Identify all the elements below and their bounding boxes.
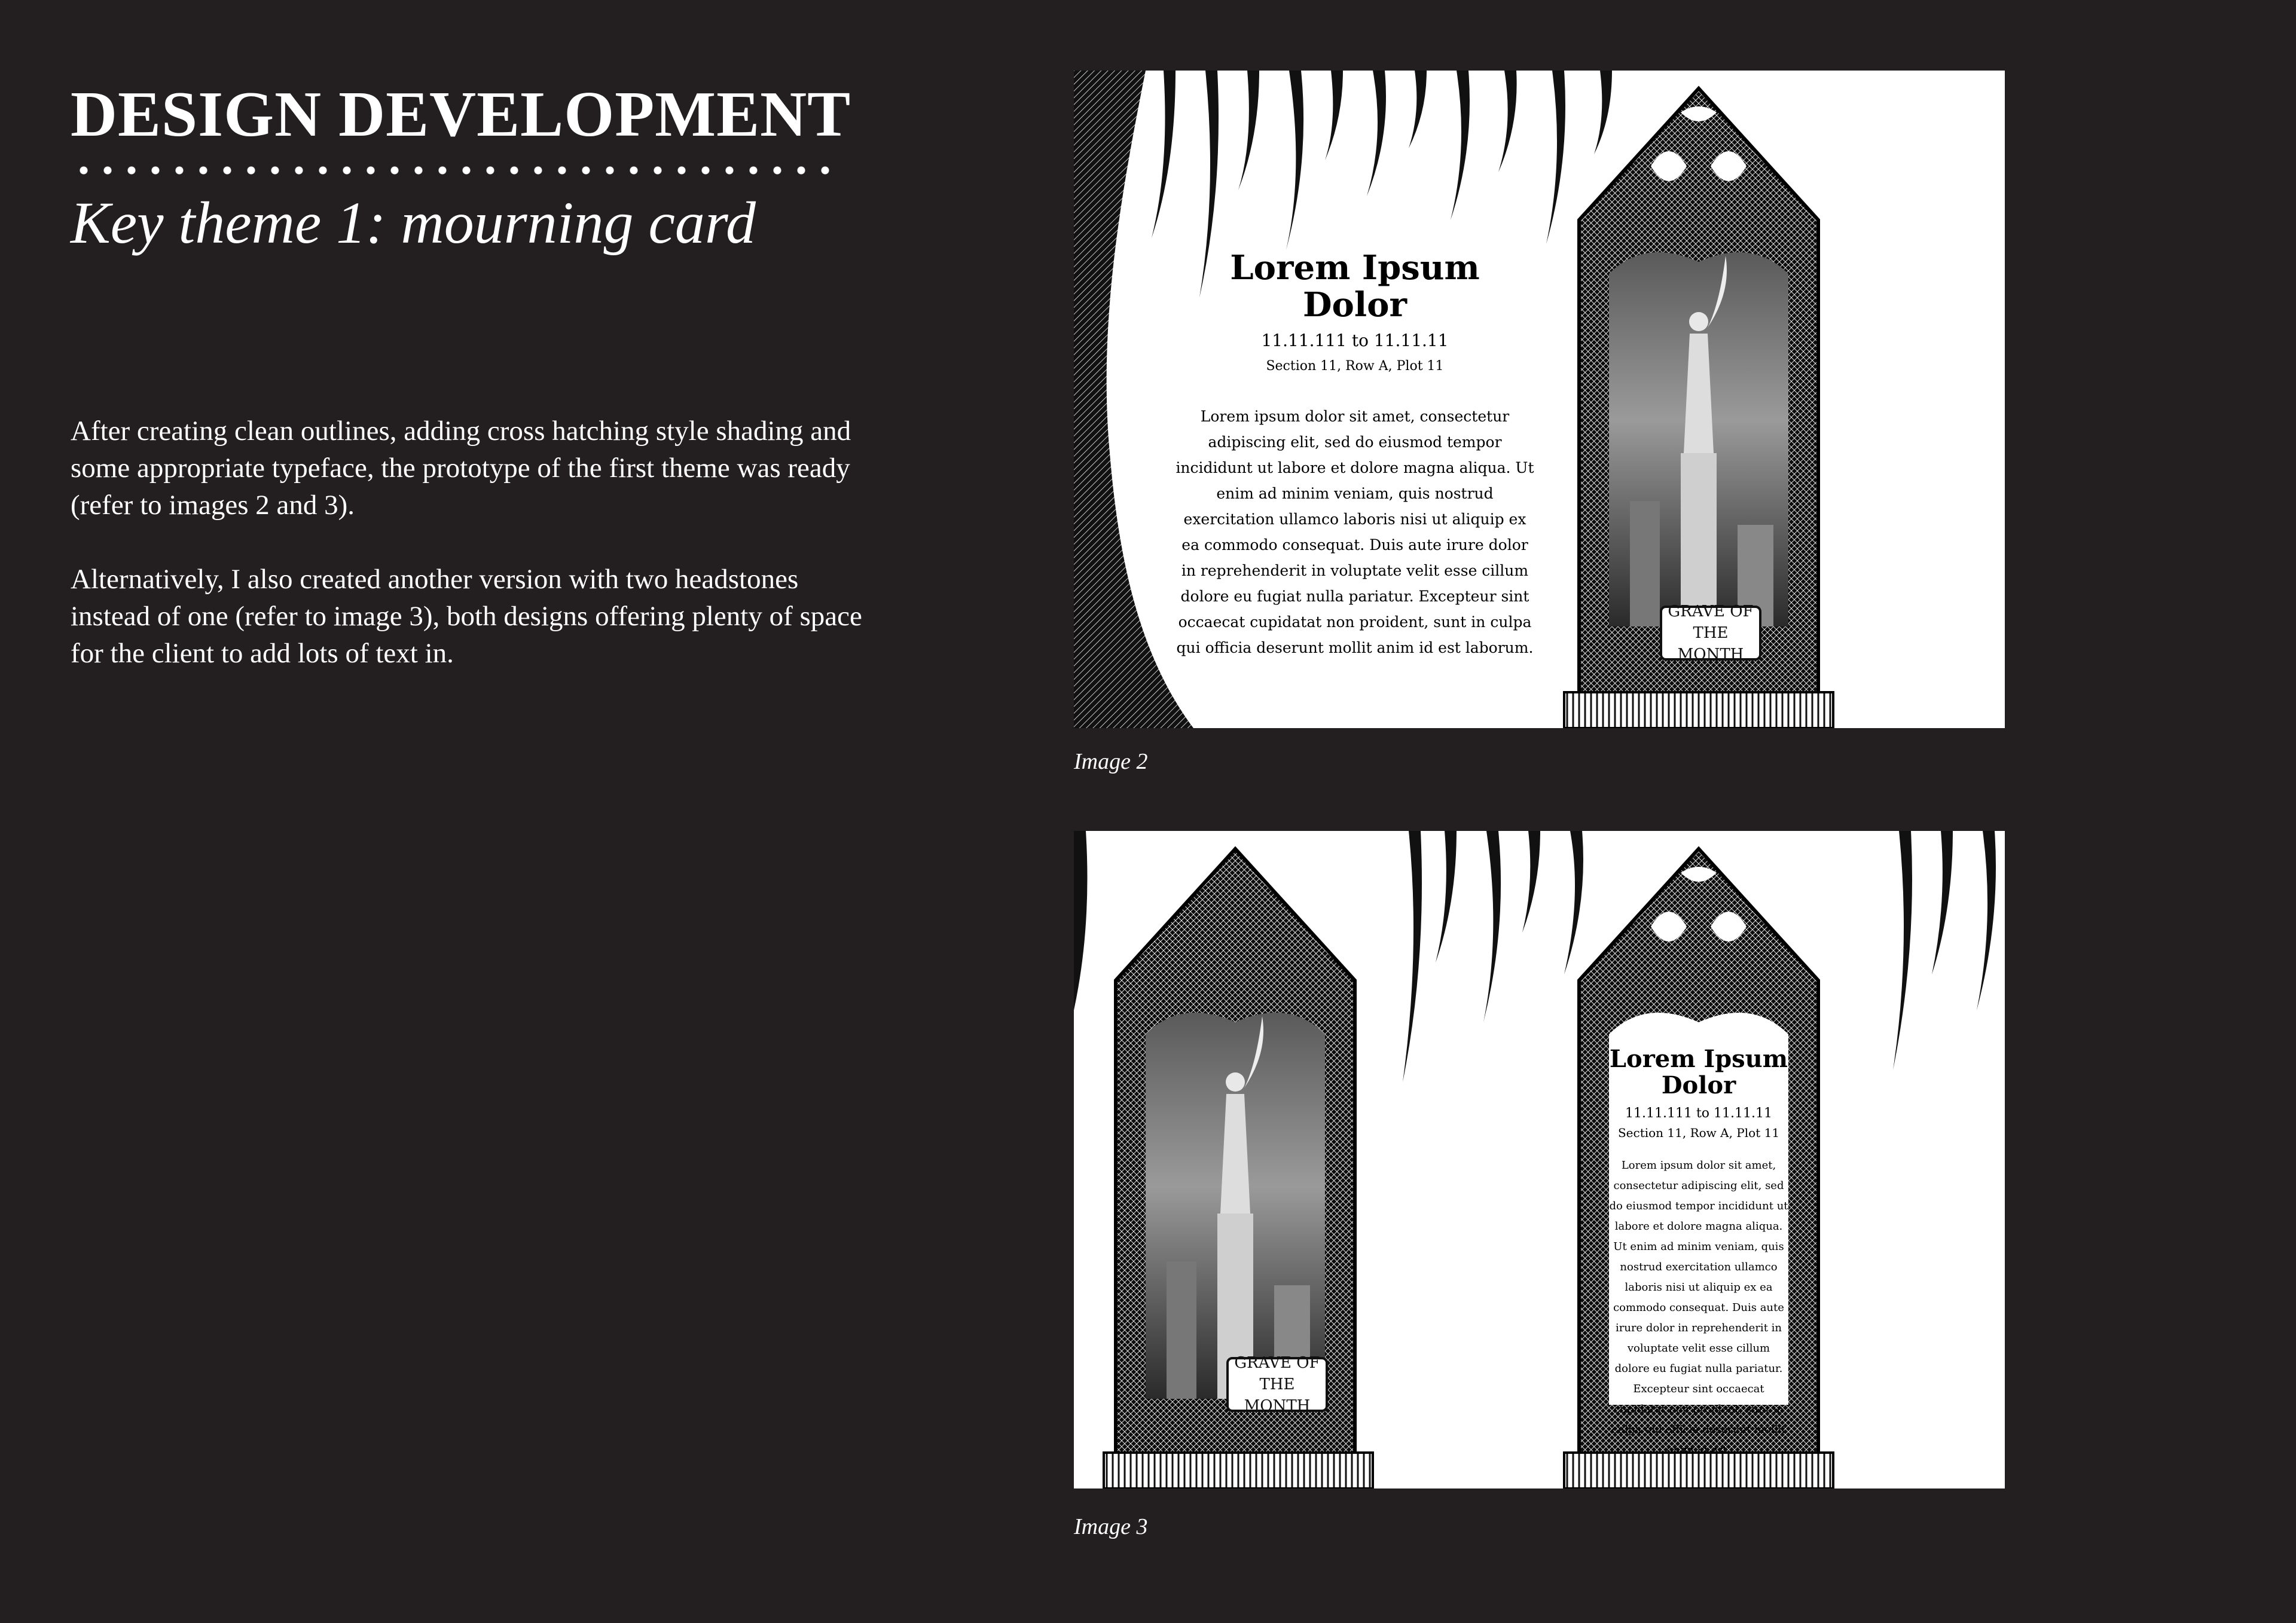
image-caption: Image 3 xyxy=(1074,1514,1148,1539)
image-caption: Image 2 xyxy=(1074,749,1148,774)
mourning-card-image-2 xyxy=(1074,71,2005,728)
card-body: Lorem ipsum dolor sit amet, consectetur adipiscing elit, sed do eiusmod tempor incididunt ut labore et dolore magna aliqua. Ut enim ad minim veniam, quis nostrud exercitation ullamco laboris nisi ut aliquip ex ea commodo consequat. Duis aute irure dolor in reprehenderit in voluptate velit esse cillum dolore eu fugiat nulla pariatur. Excepteur sint occaecat cupidatat non proident, sunt in culpa qui officia deserunt mollit anim id est laborum. xyxy=(1176,408,1534,657)
grave-label: GRAVE OF THE MONTH xyxy=(1660,606,1761,661)
card-dates: 11.11.111 to 11.11.11 xyxy=(1625,1106,1772,1121)
card-text-block xyxy=(1609,1046,1788,1460)
card-text-block xyxy=(1176,250,1534,661)
card-section: Section 11, Row A, Plot 11 xyxy=(1617,1126,1780,1140)
card-body: Lorem ipsum dolor sit amet, consectetur adipiscing elit, sed do eiusmod tempor incididunt ut labore et dolore magna aliqua. Ut enim ad minim veniam, quis nostrud exercitation ullamco laboris nisi ut aliquip ex ea commodo consequat. Duis aute irure dolor in reprehenderit in voluptate velit esse cillum dolore eu fugiat nulla pariatur. Excepteur sint occaecat cupidatat non proident, sunt in culpa qui officia deserunt mollit anim id est. xyxy=(1609,1159,1788,1456)
card-dates: 11.11.111 to 11.11.11 xyxy=(1261,331,1449,351)
mourning-card-image-3 xyxy=(1074,831,2005,1488)
card-illustration xyxy=(1074,831,2005,1488)
intro-paragraph: After creating clean outlines, adding cross hatching style shading and some appropriate typeface, the prototype of the first theme was ready (refer to images 2 and 3). xyxy=(71,415,851,521)
card-title: Lorem Ipsum Dolor xyxy=(1609,1045,1788,1099)
card-title: Lorem Ipsum Dolor xyxy=(1230,248,1480,325)
grave-label: GRAVE OF THE MONTH xyxy=(1226,1357,1328,1412)
page-subheading: Key theme 1: mourning card xyxy=(71,189,756,256)
dotted-divider xyxy=(72,164,837,176)
alternative-paragraph: Alternatively, I also created another version with two headstones instead of one (refer to image 3), both designs offering plenty of space for the client to add lots of text in. xyxy=(71,564,862,669)
card-section: Section 11, Row A, Plot 11 xyxy=(1266,359,1444,374)
page-heading: DESIGN DEVELOPMENT xyxy=(71,79,851,150)
